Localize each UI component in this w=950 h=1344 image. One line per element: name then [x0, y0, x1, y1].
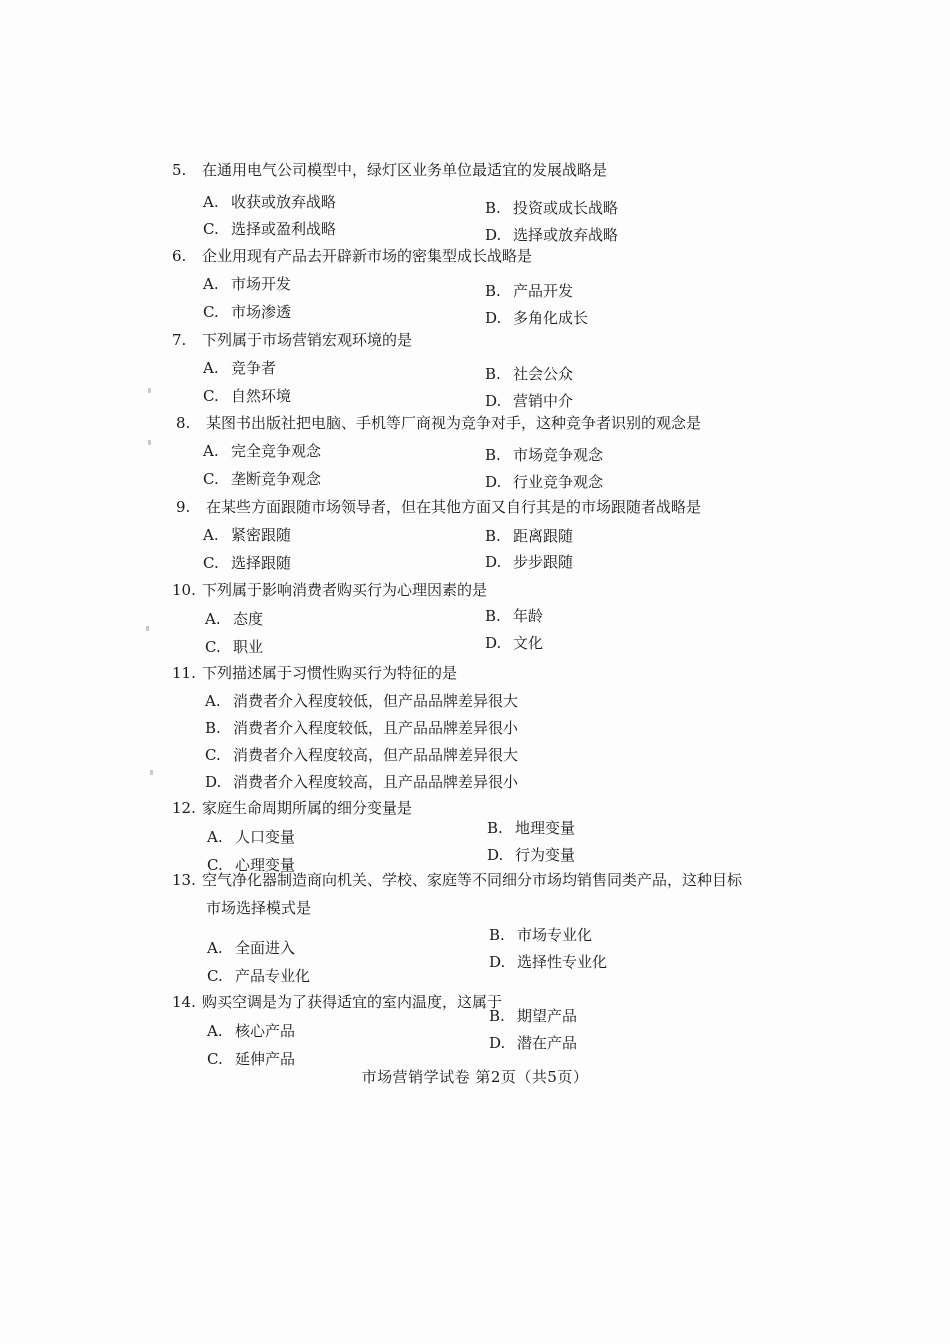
- question-number: 8.: [176, 414, 191, 432]
- option-d: D. 行业竞争观念: [485, 473, 604, 491]
- option-a: A. 完全竞争观念: [203, 442, 322, 460]
- question-stem: 企业用现有产品去开辟新市场的密集型成长战略是: [202, 247, 533, 265]
- question-13: [172, 870, 792, 918]
- option-b: B. 产品开发: [485, 282, 574, 300]
- option-a: A. 收获或放弃战略: [203, 193, 337, 211]
- question-8: [176, 413, 796, 433]
- option-c: C. 选择跟随: [203, 554, 292, 572]
- option-a: A. 紧密跟随: [203, 526, 292, 544]
- question-number: 10.: [172, 581, 196, 599]
- option-b: B. 距离跟随: [485, 527, 574, 545]
- option-a: A. 人口变量: [207, 828, 296, 846]
- question-stem: 家庭生命周期所属的细分变量是: [202, 799, 413, 817]
- option-d: D. 营销中介: [485, 392, 574, 410]
- option-c: C. 垄断竞争观念: [203, 470, 322, 488]
- option-a: A. 消费者介入程度较低，但产品品牌差异很大: [205, 692, 519, 710]
- question-stem: 某图书出版社把电脑、手机等厂商视为竞争对手，这种竞争者识别的观念是: [206, 414, 702, 432]
- option-b: B. 地理变量: [487, 819, 576, 837]
- option-c: C. 自然环境: [203, 387, 292, 405]
- option-a: A. 竞争者: [203, 359, 277, 377]
- option-c: C. 市场渗透: [203, 303, 292, 321]
- option-b: B. 期望产品: [489, 1007, 578, 1025]
- option-c: C. 选择或盈利战略: [203, 220, 337, 238]
- question-number: 13.: [172, 871, 196, 889]
- option-d: D. 步步跟随: [485, 553, 574, 571]
- question-stem-continued: 市场选择模式是: [206, 899, 312, 917]
- question-number: 14.: [172, 993, 196, 1011]
- question-9: [176, 497, 796, 517]
- question-number: 6.: [172, 247, 187, 265]
- option-b: B. 年龄: [485, 607, 544, 625]
- scan-speck: [148, 388, 151, 393]
- question-10: [172, 580, 792, 600]
- question-stem: 购买空调是为了获得适宜的室内温度，这属于: [202, 993, 503, 1011]
- question-number: 9.: [176, 498, 191, 516]
- option-b: B. 消费者介入程度较低，且产品品牌差异很小: [205, 719, 519, 737]
- option-c: C. 产品专业化: [207, 967, 311, 985]
- option-d: D. 文化: [485, 634, 544, 652]
- option-d: D. 行为变量: [487, 846, 576, 864]
- option-c: C. 心理变量: [207, 856, 296, 874]
- question-stem: 空气净化器制造商向机关、学校、家庭等不同细分市场均销售同类产品，这种目标: [202, 871, 743, 889]
- option-d: D. 选择性专业化: [489, 953, 608, 971]
- question-stem: 下列属于市场营销宏观环境的是: [202, 331, 413, 349]
- option-b: B. 社会公众: [485, 365, 574, 383]
- option-d: D. 多角化成长: [485, 309, 589, 327]
- option-c: C. 延伸产品: [207, 1050, 296, 1068]
- option-d: D. 选择或放弃战略: [485, 226, 619, 244]
- question-number: 12.: [172, 799, 196, 817]
- question-stem: 在通用电气公司模型中，绿灯区业务单位最适宜的发展战略是: [202, 161, 608, 179]
- option-c: C. 职业: [205, 638, 264, 656]
- option-b: B. 市场竞争观念: [485, 446, 604, 464]
- page-footer: 市场营销学试卷 第2页（共5页）: [361, 1068, 589, 1086]
- option-a: A. 态度: [205, 610, 264, 628]
- question-stem: 下列描述属于习惯性购买行为特征的是: [202, 664, 458, 682]
- question-6: [172, 246, 792, 266]
- question-stem: 在某些方面跟随市场领导者，但在其他方面又自行其是的市场跟随者战略是: [206, 498, 702, 516]
- question-5: [172, 160, 792, 180]
- question-number: 7.: [172, 331, 187, 349]
- option-a: A. 全面进入: [207, 939, 296, 957]
- question-number: 5.: [172, 161, 187, 179]
- option-d: D. 消费者介入程度较高，且产品品牌差异很小: [205, 773, 519, 791]
- option-d: D. 潜在产品: [489, 1034, 578, 1052]
- question-12: [172, 798, 792, 818]
- scan-speck: [146, 626, 149, 631]
- option-c: C. 消费者介入程度较高，但产品品牌差异很大: [205, 746, 519, 764]
- scan-speck: [148, 440, 151, 445]
- question-number: 11.: [172, 664, 196, 682]
- option-a: A. 核心产品: [207, 1022, 296, 1040]
- option-a: A. 市场开发: [203, 275, 292, 293]
- question-11: [172, 663, 792, 683]
- question-14: [172, 992, 792, 1012]
- option-b: B. 市场专业化: [489, 926, 593, 944]
- question-7: [172, 330, 792, 350]
- scan-speck: [150, 770, 153, 775]
- question-stem: 下列属于影响消费者购买行为心理因素的是: [202, 581, 488, 599]
- option-b: B. 投资或成长战略: [485, 199, 619, 217]
